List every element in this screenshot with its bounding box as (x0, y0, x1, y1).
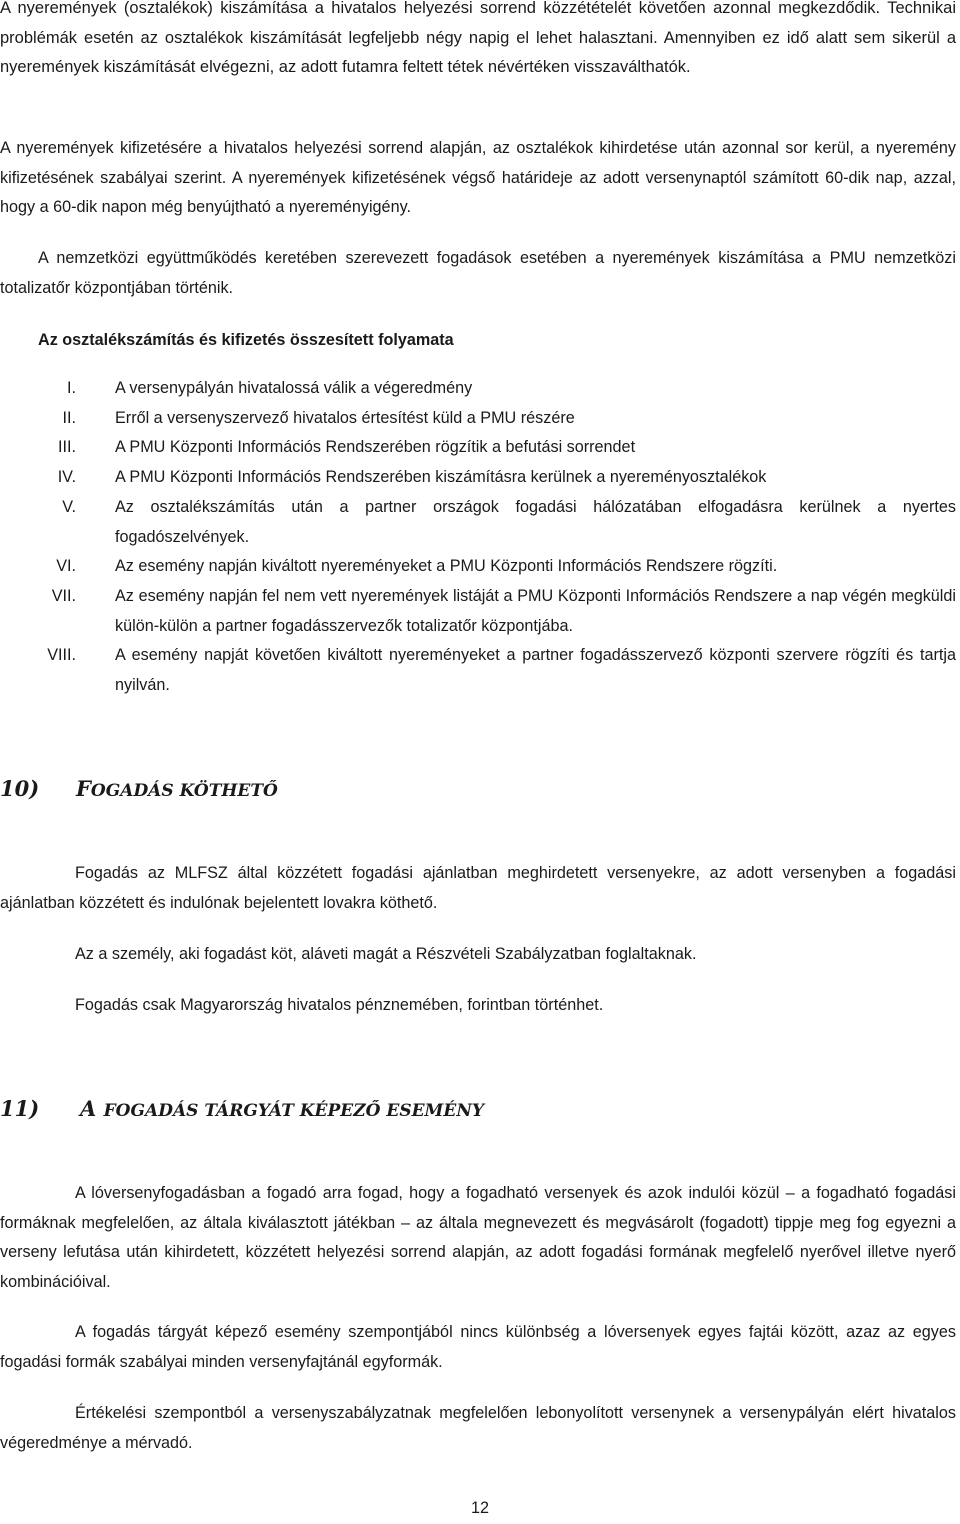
step-text: A PMU Központi Információs Rendszerében kiszámításra kerülnek a nyereményosztalékok (115, 468, 767, 487)
process-step (0, 463, 956, 493)
process-step (0, 582, 956, 641)
section-11-paragraph: A fogadás tárgyát képező esemény szempontjából nincs különbség a lóversenyek egyes fajtái között, azaz az egyes fogadási formák szabályai minden versenyfajtánál egyformák. (0, 1323, 956, 1371)
section-11-title: A FOGADÁS TÁRGYÁT KÉPEZŐ ESEMÉNY (80, 1096, 485, 1121)
process-heading: Az osztalékszámítás és kifizetés összesített folyamata (38, 331, 454, 349)
section-10-heading (0, 776, 278, 801)
step-number: I. (67, 379, 76, 397)
process-step (0, 404, 956, 434)
step-number: IV. (57, 468, 76, 487)
section-10-title: FOGADÁS KÖTHETŐ (76, 776, 278, 801)
section-10-paragraph: Az a személy, aki fogadást köt, aláveti magát a Részvételi Szabályzatban foglaltaknak. (75, 945, 697, 963)
step-text: Az esemény napján fel nem vett nyeremények listáját a PMU Központi Információs Rendszere a nap végén megküldi külön-külön a partner fogadásszervezők totalizatőr központjába. (115, 586, 956, 635)
section-11-paragraph: A lóversenyfogadásban a fogadó arra fogad, hogy a fogadható versenyek és azok indulói közül – a fogadható fogadási formáknak megfelelően, az általa kiválasztott játékban – az általa megnevezett és megvásárolt (fogadott) tippje meg fog egyezni a verseny lefutása után kihirdetett, közzétett helyezési sorrend alapján, az adott fogadási formának megfelelő nyerővel illetve nyerő kombinációival. (0, 1184, 956, 1292)
step-text: A esemény napját követően kiváltott nyereményeket a partner fogadásszervező központi szervere rögzíti és tartja nyilván. (115, 646, 956, 695)
step-text: Erről a versenyszervező hivatalos értesítést küld a PMU részére (115, 408, 575, 427)
step-text: Az osztalékszámítás után a partner országok fogadási hálózatában elfogadásra kerülnek a nyertes fogadószelvények. (115, 497, 956, 546)
step-number: VII. (51, 586, 76, 605)
section-11-heading (0, 1096, 485, 1121)
process-steps-list (0, 374, 956, 701)
page-number: 12 (470, 1499, 489, 1517)
step-text: A PMU Központi Információs Rendszerében rögzítik a befutási sorrendet (115, 438, 636, 457)
section-11-number: 11) (0, 1096, 40, 1121)
process-step (0, 374, 956, 404)
step-text: A versenypályán hivatalossá válik a végeredmény (115, 379, 473, 397)
step-text: Az esemény napján kiváltott nyereményeket a PMU Központi Információs Rendszere rögzíti. (115, 557, 778, 576)
process-step (0, 493, 956, 552)
paragraph-dividend-calculation: A nyeremények (osztalékok) kiszámítása a hivatalos helyezési sorrend közzétételét követően azonnal megkezdődik. Technikai problémák esetén az osztalékok kiszámítását legfeljebb négy napig el lehet halasztani. Amennyiben ez idő alatt sem sikerül a nyeremények kiszámítását elvégezni, az adott futamra feltett tétek névértéken visszaválthatók. (0, 0, 956, 76)
process-step (0, 641, 956, 700)
step-number: VI. (56, 557, 76, 576)
step-number: III. (58, 438, 76, 457)
process-step (0, 433, 956, 463)
step-number: II. (62, 408, 76, 427)
paragraph-international: A nemzetközi együttműködés keretében szerevezett fogadások esetében a nyeremények kiszámítása a PMU nemzetközi totalizatőr központjában történik. (0, 249, 956, 297)
section-10-paragraph: Fogadás az MLFSZ által közzétett fogadási ajánlatban meghirdetett versenyekre, az adott versenyben a fogadási ajánlatban közzétett és indulónak bejelentett lovakra köthető. (0, 864, 956, 912)
section-10-paragraph: Fogadás csak Magyarország hivatalos pénznemében, forintban történhet. (75, 996, 604, 1014)
process-step (0, 552, 956, 582)
paragraph-payout: A nyeremények kifizetésére a hivatalos helyezési sorrend alapján, az osztalékok kihirdetése után azonnal sor kerül, a nyeremény kifizetésének szabályai szerint. A nyeremények kifizetésének végső határideje az adott versenynaptól számított 60-dik nap, azzal, hogy a 60-dik napon még benyújtható a nyereményigény. (0, 139, 956, 217)
step-number: VIII. (47, 646, 76, 665)
step-number: V. (62, 497, 76, 516)
section-11-paragraph: Értékelési szempontból a versenyszabályzatnak megfelelően lebonyolított versenynek a versenypályán elért hivatalos végeredménye a mérvadó. (0, 1404, 956, 1452)
section-10-number: 10) (0, 776, 40, 801)
